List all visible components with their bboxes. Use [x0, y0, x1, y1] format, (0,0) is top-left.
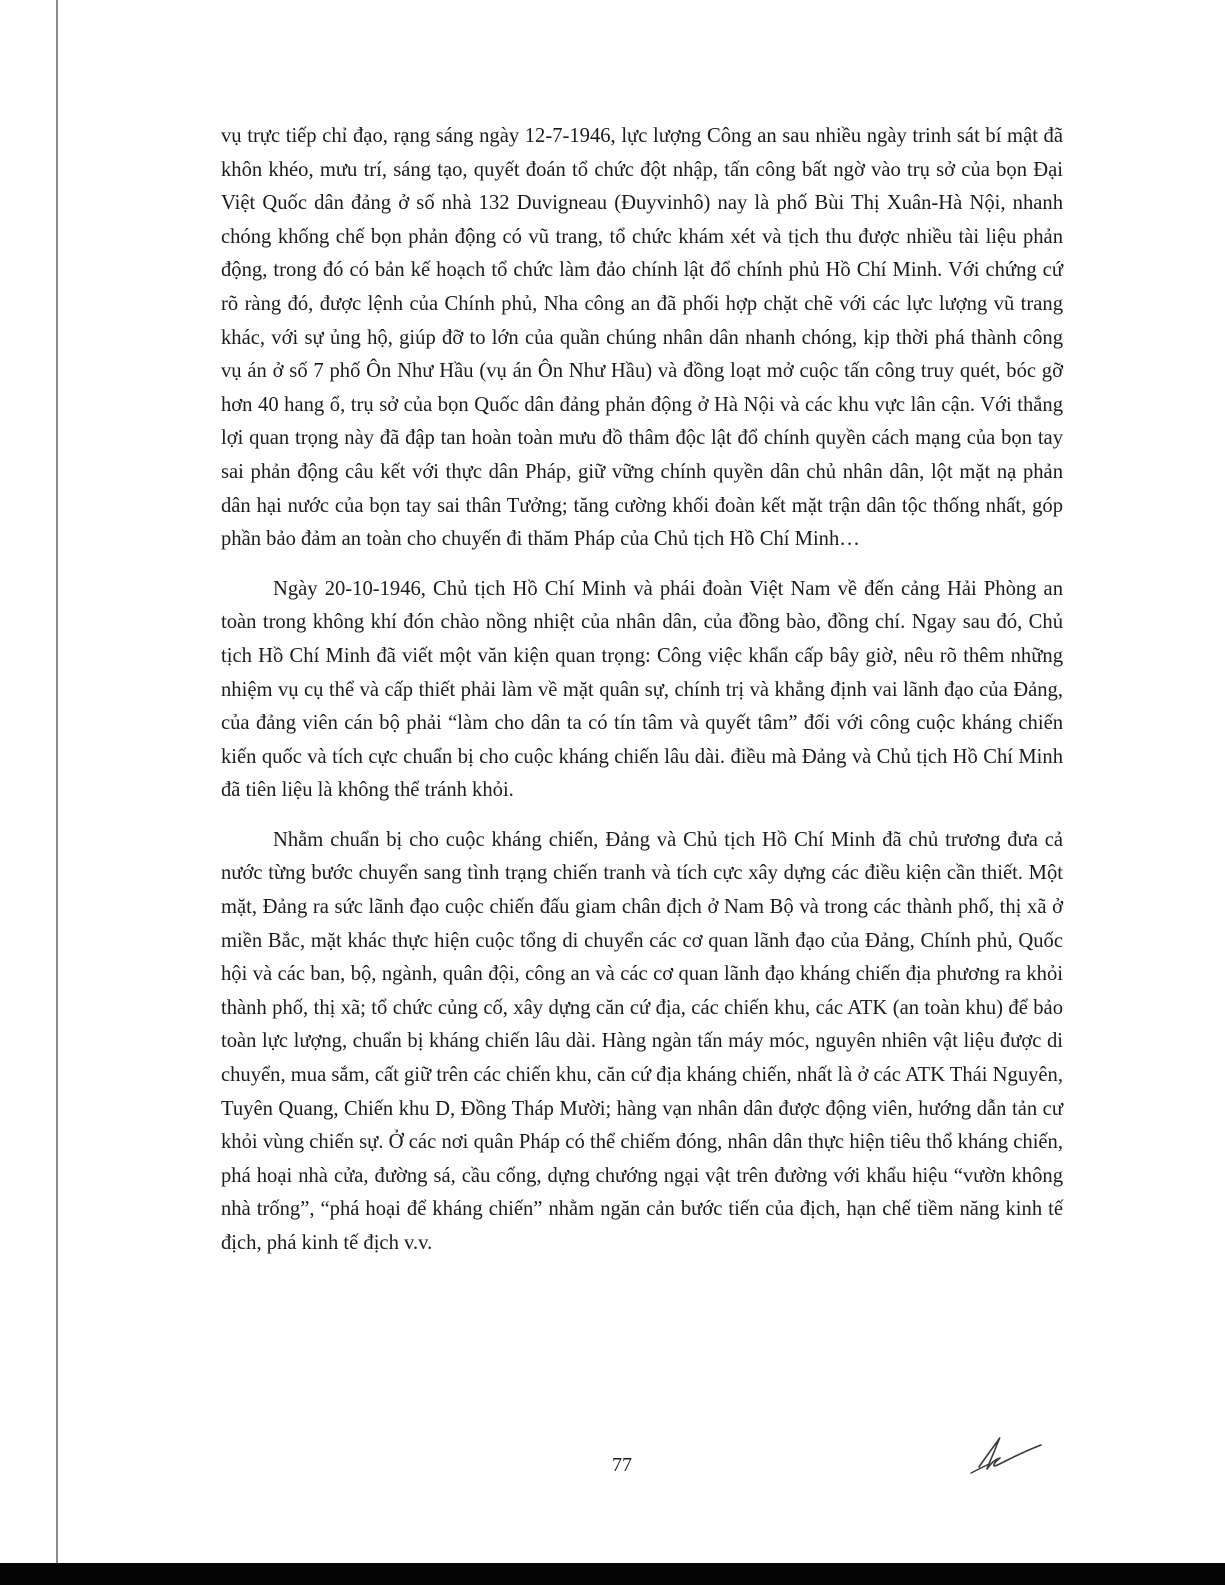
document-body: [221, 120, 1063, 1261]
paragraph-resistance-preparation: Nhằm chuẩn bị cho cuộc kháng chiến, Đảng và Chủ tịch Hồ Chí Minh đã chủ trương đưa cả nước từng bước chuyển sang tình trạng chiến tranh và tích cực xây dựng các điều kiện cần thiết. Một mặt, Đảng ra sức lãnh đạo cuộc chiến đấu giam chân địch ở Nam Bộ và trong các thành phố, thị xã ở miền Bắc, mặt khác thực hiện cuộc tổng di chuyển các cơ quan lãnh đạo của Đảng, Chính phủ, Quốc hội và các ban, bộ, ngành, quân đội, công an và các cơ quan lãnh đạo kháng chiến địa phương ra khỏi thành phố, thị xã; tổ chức củng cố, xây dựng căn cứ địa, các chiến khu, các ATK (an toàn khu) để bảo toàn lực lượng, chuẩn bị kháng chiến lâu dài. Hàng ngàn tấn máy móc, nguyên nhiên vật liệu được di chuyển, mua sắm, cất giữ trên các chiến khu, căn cứ địa kháng chiến, nhất là ở các ATK Thái Nguyên, Tuyên Quang, Chiến khu D, Đồng Tháp Mười; hàng vạn nhân dân được động viên, hướng dẫn tản cư khỏi vùng chiến sự. Ở các nơi quân Pháp có thể chiếm đóng, nhân dân thực hiện tiêu thổ kháng chiến, phá hoại nhà cửa, đường sá, cầu cống, dựng chướng ngại vật trên đường với khẩu hiệu “vườn không nhà trống”, “phá hoại để kháng chiến” nhằm ngăn cản bước tiến của địch, hạn chế tiềm năng kinh tế địch, phá kinh tế địch v.v.: [221, 828, 1063, 1254]
paragraph-continuation: vụ trực tiếp chỉ đạo, rạng sáng ngày 12-7-1946, lực lượng Công an sau nhiều ngày trinh sát bí mật đã khôn khéo, mưu trí, sáng tạo, quyết đoán tổ chức đột nhập, tấn công bất ngờ vào trụ sở của bọn Đại Việt Quốc dân đảng ở số nhà 132 Duvigneau (Đuyvinhô) nay là phố Bùi Thị Xuân-Hà Nội, nhanh chóng khống chế bọn phản động có vũ trang, tổ chức khám xét và tịch thu được nhiều tài liệu phản động, trong đó có bản kế hoạch tổ chức làm đảo chính lật đổ chính phủ Hồ Chí Minh. Với chứng cứ rõ ràng đó, được lệnh của Chính phủ, Nha công an đã phối hợp chặt chẽ với các lực lượng vũ trang khác, với sự ủng hộ, giúp đỡ to lớn của quần chúng nhân dân nhanh chóng, kịp thời phá thành công vụ án ở số 7 phố Ôn Như Hầu (vụ án Ôn Như Hầu) và đồng loạt mở cuộc tấn công truy quét, bóc gỡ hơn 40 hang ổ, trụ sở của bọn Quốc dân đảng phản động ở Hà Nội và các khu vực lân cận. Với thắng lợi quan trọng này đã đập tan hoàn toàn mưu đồ thâm độc lật đổ chính quyền cách mạng của bọn tay sai phản động câu kết với thực dân Pháp, giữ vững chính quyền dân chủ nhân dân, lột mặt nạ phản dân hại nước của bọn tay sai thân Tưởng; tăng cường khối đoàn kết mặt trận dân tộc thống nhất, góp phần bảo đảm an toàn cho chuyến đi thăm Pháp của Chủ tịch Hồ Chí Minh…: [221, 125, 1063, 551]
paragraph-return-haiphong: Ngày 20-10-1946, Chủ tịch Hồ Chí Minh và phái đoàn Việt Nam về đến cảng Hải Phòng an toàn trong không khí đón chào nồng nhiệt của nhân dân, của đồng bào, đồng chí. Ngay sau đó, Chủ tịch Hồ Chí Minh đã viết một văn kiện quan trọng: Công việc khẩn cấp bây giờ, nêu rõ thêm những nhiệm vụ cụ thể và cấp thiết phải làm về mặt quân sự, chính trị và khẳng định vai lãnh đạo của Đảng, của đảng viên cán bộ phải “làm cho dân ta có tín tâm và quyết tâm” đối với công cuộc kháng chiến kiến quốc và tích cực chuẩn bị cho cuộc kháng chiến lâu dài. điều mà Đảng và Chủ tịch Hồ Chí Minh đã tiên liệu là không thể tránh khỏi.: [221, 577, 1063, 802]
signature-icon: [965, 1433, 1045, 1475]
scan-margin-line: [56, 0, 58, 1585]
page-number: 77: [612, 1454, 632, 1476]
scan-bottom-border: [0, 1563, 1225, 1585]
